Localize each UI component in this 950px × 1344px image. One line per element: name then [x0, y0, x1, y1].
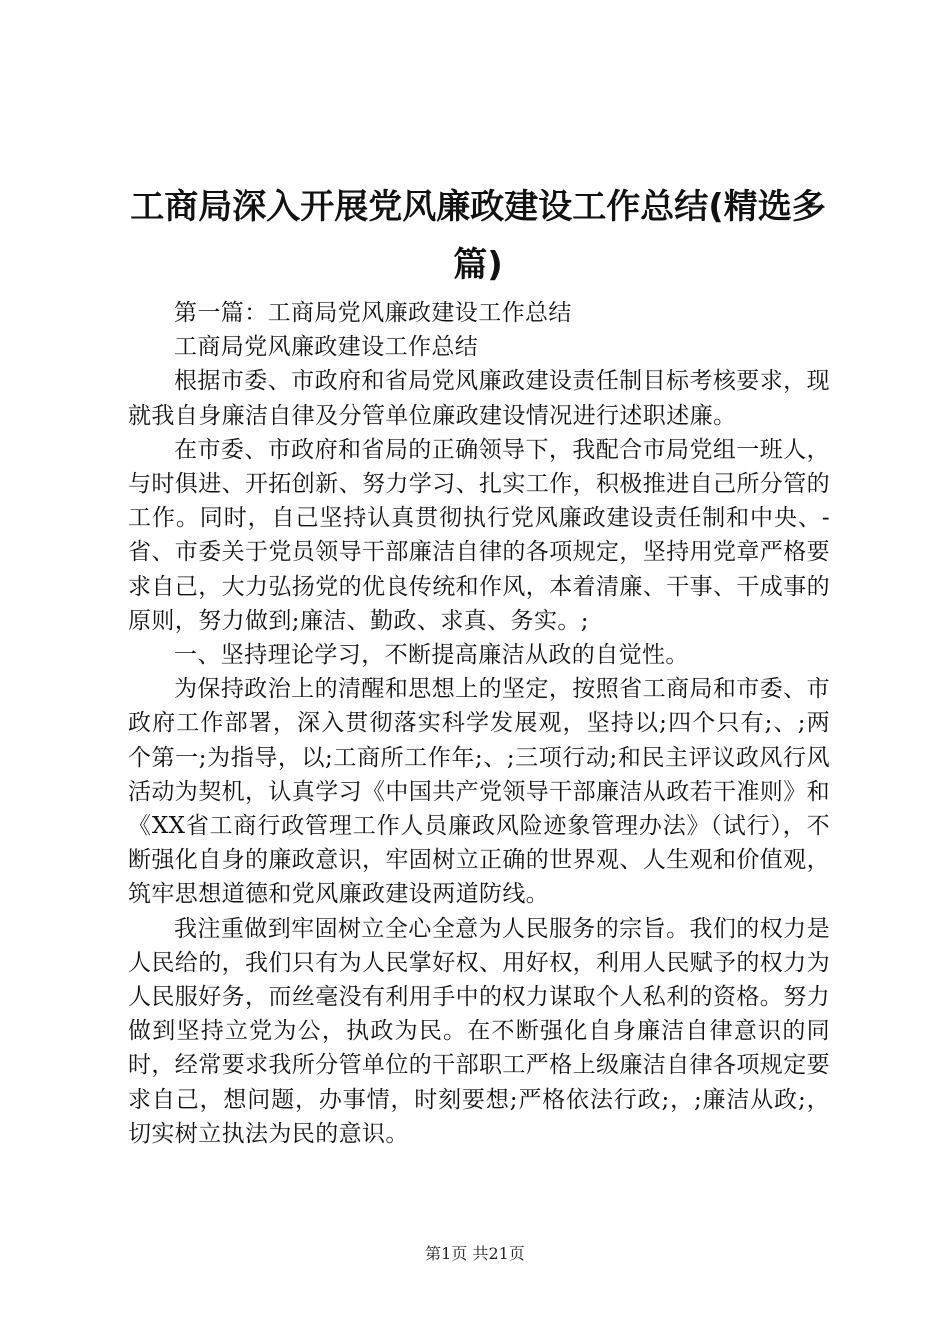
section-heading: 第一篇：工商局党风廉政建设工作总结 [174, 300, 572, 326]
document-title: 工商局深入开展党风廉政建设工作总结(精选多篇) [130, 187, 826, 285]
subtitle: 工商局党风廉政建设工作总结 [174, 334, 479, 361]
document-body [128, 296, 830, 1151]
paragraph: 我注重做到牢固树立全心全意为人民服务的宗旨。我们的权力是人民给的，我们只有为人民掌好权、用好权，利用人民赋予的权力为人民服好务，而丝毫没有利用手中的权力谋取个人私利的资格。努力做到坚持立党为公，执政为民。在不断强化自身廉洁自律意识的同时，经常要求我所分管单位的干部职工严格上级廉洁自律各项规定要求自己，想问题，办事情，时刻要想;严格依法行政;，;廉洁从政;，切实树立执法为民的意识。 [128, 915, 830, 1147]
paragraph: 为保持政治上的清醒和思想上的坚定，按照省工商局和市委、市政府工作部署，深入贯彻落实科学发展观，坚持以;四个只有;、;两个第一;为指导，以;工商所工作年;、;三项行动;和民主评议政风行风活动为契机，认真学习《中国共产党领导干部廉洁从政若干准则》和《XX省工商行政管理工作人员廉政风险迹象管理办法》（试行），不断强化自身的廉政意识，牢固树立正确的世界观、人生观和价值观，筑牢思想道德和党风廉政建设两道防线。 [128, 676, 830, 908]
paragraph: 在市委、市政府和省局的正确领导下，我配合市局党组一班人，与时俱进、开拓创新、努力学习、扎实工作，积极推进自己所分管的工作。同时，自己坚持认真贯彻执行党风廉政建设责任制和中央、-省、市委关于党员领导干部廉洁自律的各项规定，坚持用党章严格要求自己，大力弘扬党的优良传统和作风，本着清廉、干事、干成事的原则，努力做到;廉洁、勤政、求真、务实。; [128, 436, 830, 634]
paragraph: 根据市委、市政府和省局党风廉政建设责任制目标考核要求，现就我自身廉洁自律及分管单位廉政建设情况进行述职述廉。 [128, 368, 830, 429]
section-heading: 一、坚持理论学习，不断提高廉洁从政的自觉性。 [174, 642, 689, 669]
page-footer: 第1页 共21页 [425, 1244, 525, 1263]
